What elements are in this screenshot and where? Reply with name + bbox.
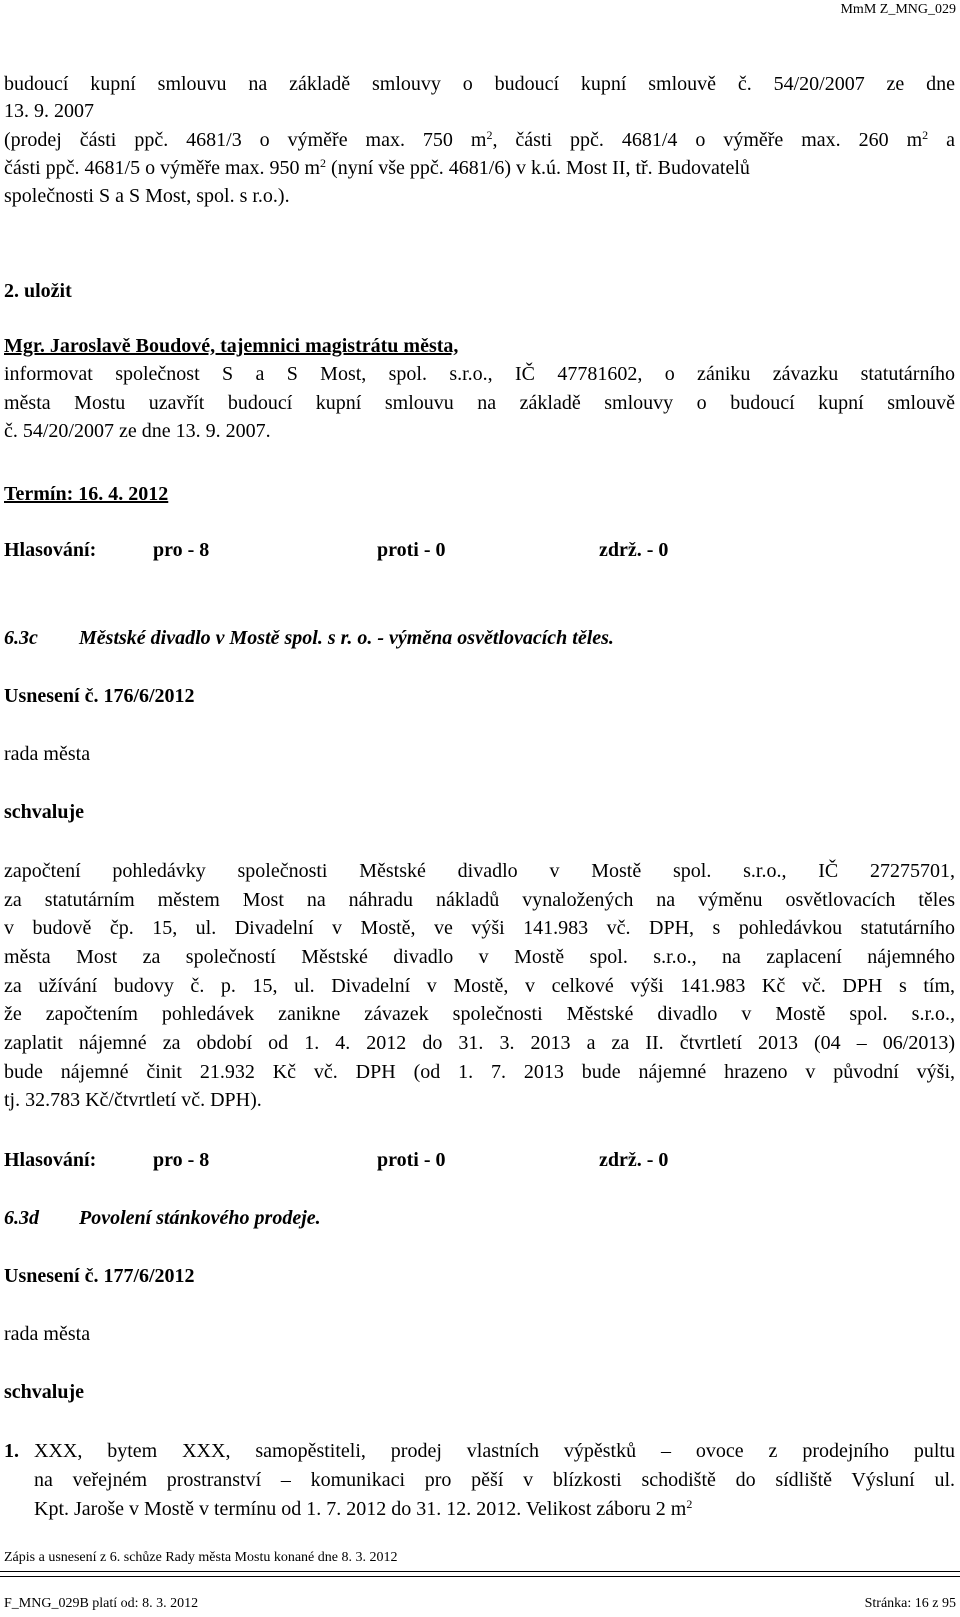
item-title: Povolení stánkového prodeje. xyxy=(79,1207,321,1229)
intro-line-4: části ppč. 4681/5 o výměře max. 950 $m^2$ (nyní vše ppč. 4681/6) v k.ú. Most II, tř. Budovatelů xyxy=(4,156,750,179)
resolution-text-line: za statutárním městem Most na náhradu nákladů vynaložených na výměnu osvětlovacích těles xyxy=(4,889,955,911)
document-code: MmM Z_MNG_029 xyxy=(840,2,956,17)
section-heading-ulozit: 2. uložit xyxy=(4,280,72,302)
intro-line-3: (prodej části ppč. 4681/3 o výměře max. 750 $m^2$, části ppč. 4681/4 o výměře max. 260 $m^2$ a xyxy=(4,128,955,151)
resolution-text-line: započtení pohledávky společnosti Městské divadlo v Mostě spol. s.r.o., IČ 27275701, xyxy=(4,860,955,882)
responsible-person: Mgr. Jaroslavě Boudové, tajemnici magistrátu města, xyxy=(4,335,459,357)
resolution-number: Usnesení č. 177/6/2012 xyxy=(4,1265,195,1287)
vote-label: Hlasování: xyxy=(4,1149,97,1171)
footer-form-code: F_MNG_029B platí od: 8. 3. 2012 xyxy=(4,1596,199,1611)
footer-minutes: Zápis a usnesení z 6. schůze Rady města Mostu konané dne 8. 3. 2012 xyxy=(4,1550,398,1565)
vote-result xyxy=(0,1147,960,1173)
resolution-verb: schvaluje xyxy=(4,801,84,823)
vote-pro: pro - 8 xyxy=(153,539,210,561)
resolution-text-line: za užívání budovy č. p. 15, ul. Divadelní v Mostě, v celkové výši 141.983 Kč vč. DPH s tím, xyxy=(4,975,955,997)
vote-result xyxy=(0,537,960,563)
footer-page-number: Stránka: 16 z 95 xyxy=(864,1596,956,1611)
resolution-verb: schvaluje xyxy=(4,1381,84,1403)
resolution-text-line: zaplatit nájemné za období od 1. 4. 2012 do 31. 3. 2013 a za II. čtvrtletí 2013 (04 – 06/2013) xyxy=(4,1032,955,1054)
ulozit-line-1: informovat společnost S a S Most, spol. s.r.o., IČ 47781602, o zániku závazku statutárního xyxy=(4,363,955,385)
vote-pro: pro - 8 xyxy=(153,1149,210,1171)
vote-label: Hlasování: xyxy=(4,539,97,561)
footer-divider xyxy=(0,1571,960,1572)
vote-zdrz: zdrž. - 0 xyxy=(599,539,669,561)
resolution-body: rada města xyxy=(4,1323,91,1345)
ulozit-line-2: města Mostu uzavřít budoucí kupní smlouvu na základě smlouvy o budoucí kupní smlouvě xyxy=(4,392,955,414)
intro-line-2: 13. 9. 2007 xyxy=(4,100,94,122)
resolution-text-line: v budově čp. 15, ul. Divadelní v Mostě, ve výši 141.983 vč. DPH, s pohledávkou statutárního xyxy=(4,917,955,939)
resolution-number: Usnesení č. 176/6/2012 xyxy=(4,685,195,707)
resolution-body: rada města xyxy=(4,743,91,765)
resolution-text-line: města Most za společností Městské divadlo v Mostě spol. s.r.o., na zaplacení nájemného xyxy=(4,946,955,968)
resolution-text-line: bude nájemné činit 21.932 Kč vč. DPH (od 1. 7. 2013 bude nájemné hrazeno v původní výši, xyxy=(4,1061,955,1083)
item-title: Městské divadlo v Mostě spol. s r. o. - výměna osvětlovacích těles. xyxy=(79,627,614,649)
vote-proti: proti - 0 xyxy=(377,1149,446,1171)
intro-line-5: společnosti S a S Most, spol. s r.o.). xyxy=(4,185,290,207)
point-text-line: na veřejném prostranství – komunikaci pro pěší v blízkosti schodiště do sídliště Výsluní ul. xyxy=(34,1469,955,1491)
resolution-text-line: že započtením pohledávek zanikne závazek společnosti Městské divadlo v Mostě spol. s.r.o., xyxy=(4,1003,955,1025)
vote-zdrz: zdrž. - 0 xyxy=(599,1149,669,1171)
resolution-text-line: tj. 32.783 Kč/čtvrtletí vč. DPH). xyxy=(4,1089,262,1111)
deadline: Termín: 16. 4. 2012 xyxy=(4,483,169,505)
ulozit-line-3: č. 54/20/2007 ze dne 13. 9. 2007. xyxy=(4,420,271,442)
item-number: 6.3d xyxy=(4,1207,39,1229)
vote-proti: proti - 0 xyxy=(377,539,446,561)
point-text-line: Kpt. Jaroše v Mostě v termínu od 1. 7. 2012 do 31. 12. 2012. Velikost záboru 2 $m^2$ xyxy=(34,1497,693,1520)
point-number: 1. xyxy=(4,1440,19,1462)
point-text-line: XXX, bytem XXX, samopěstitelі, prodej vlastních výpěstků – ovoce z prodejního pultu xyxy=(34,1440,955,1462)
item-number: 6.3c xyxy=(4,627,38,649)
intro-line-1: budoucí kupní smlouvu na základě smlouvy o budoucí kupní smlouvě č. 54/20/2007 ze dne xyxy=(4,73,955,95)
footer-divider xyxy=(0,1576,960,1577)
